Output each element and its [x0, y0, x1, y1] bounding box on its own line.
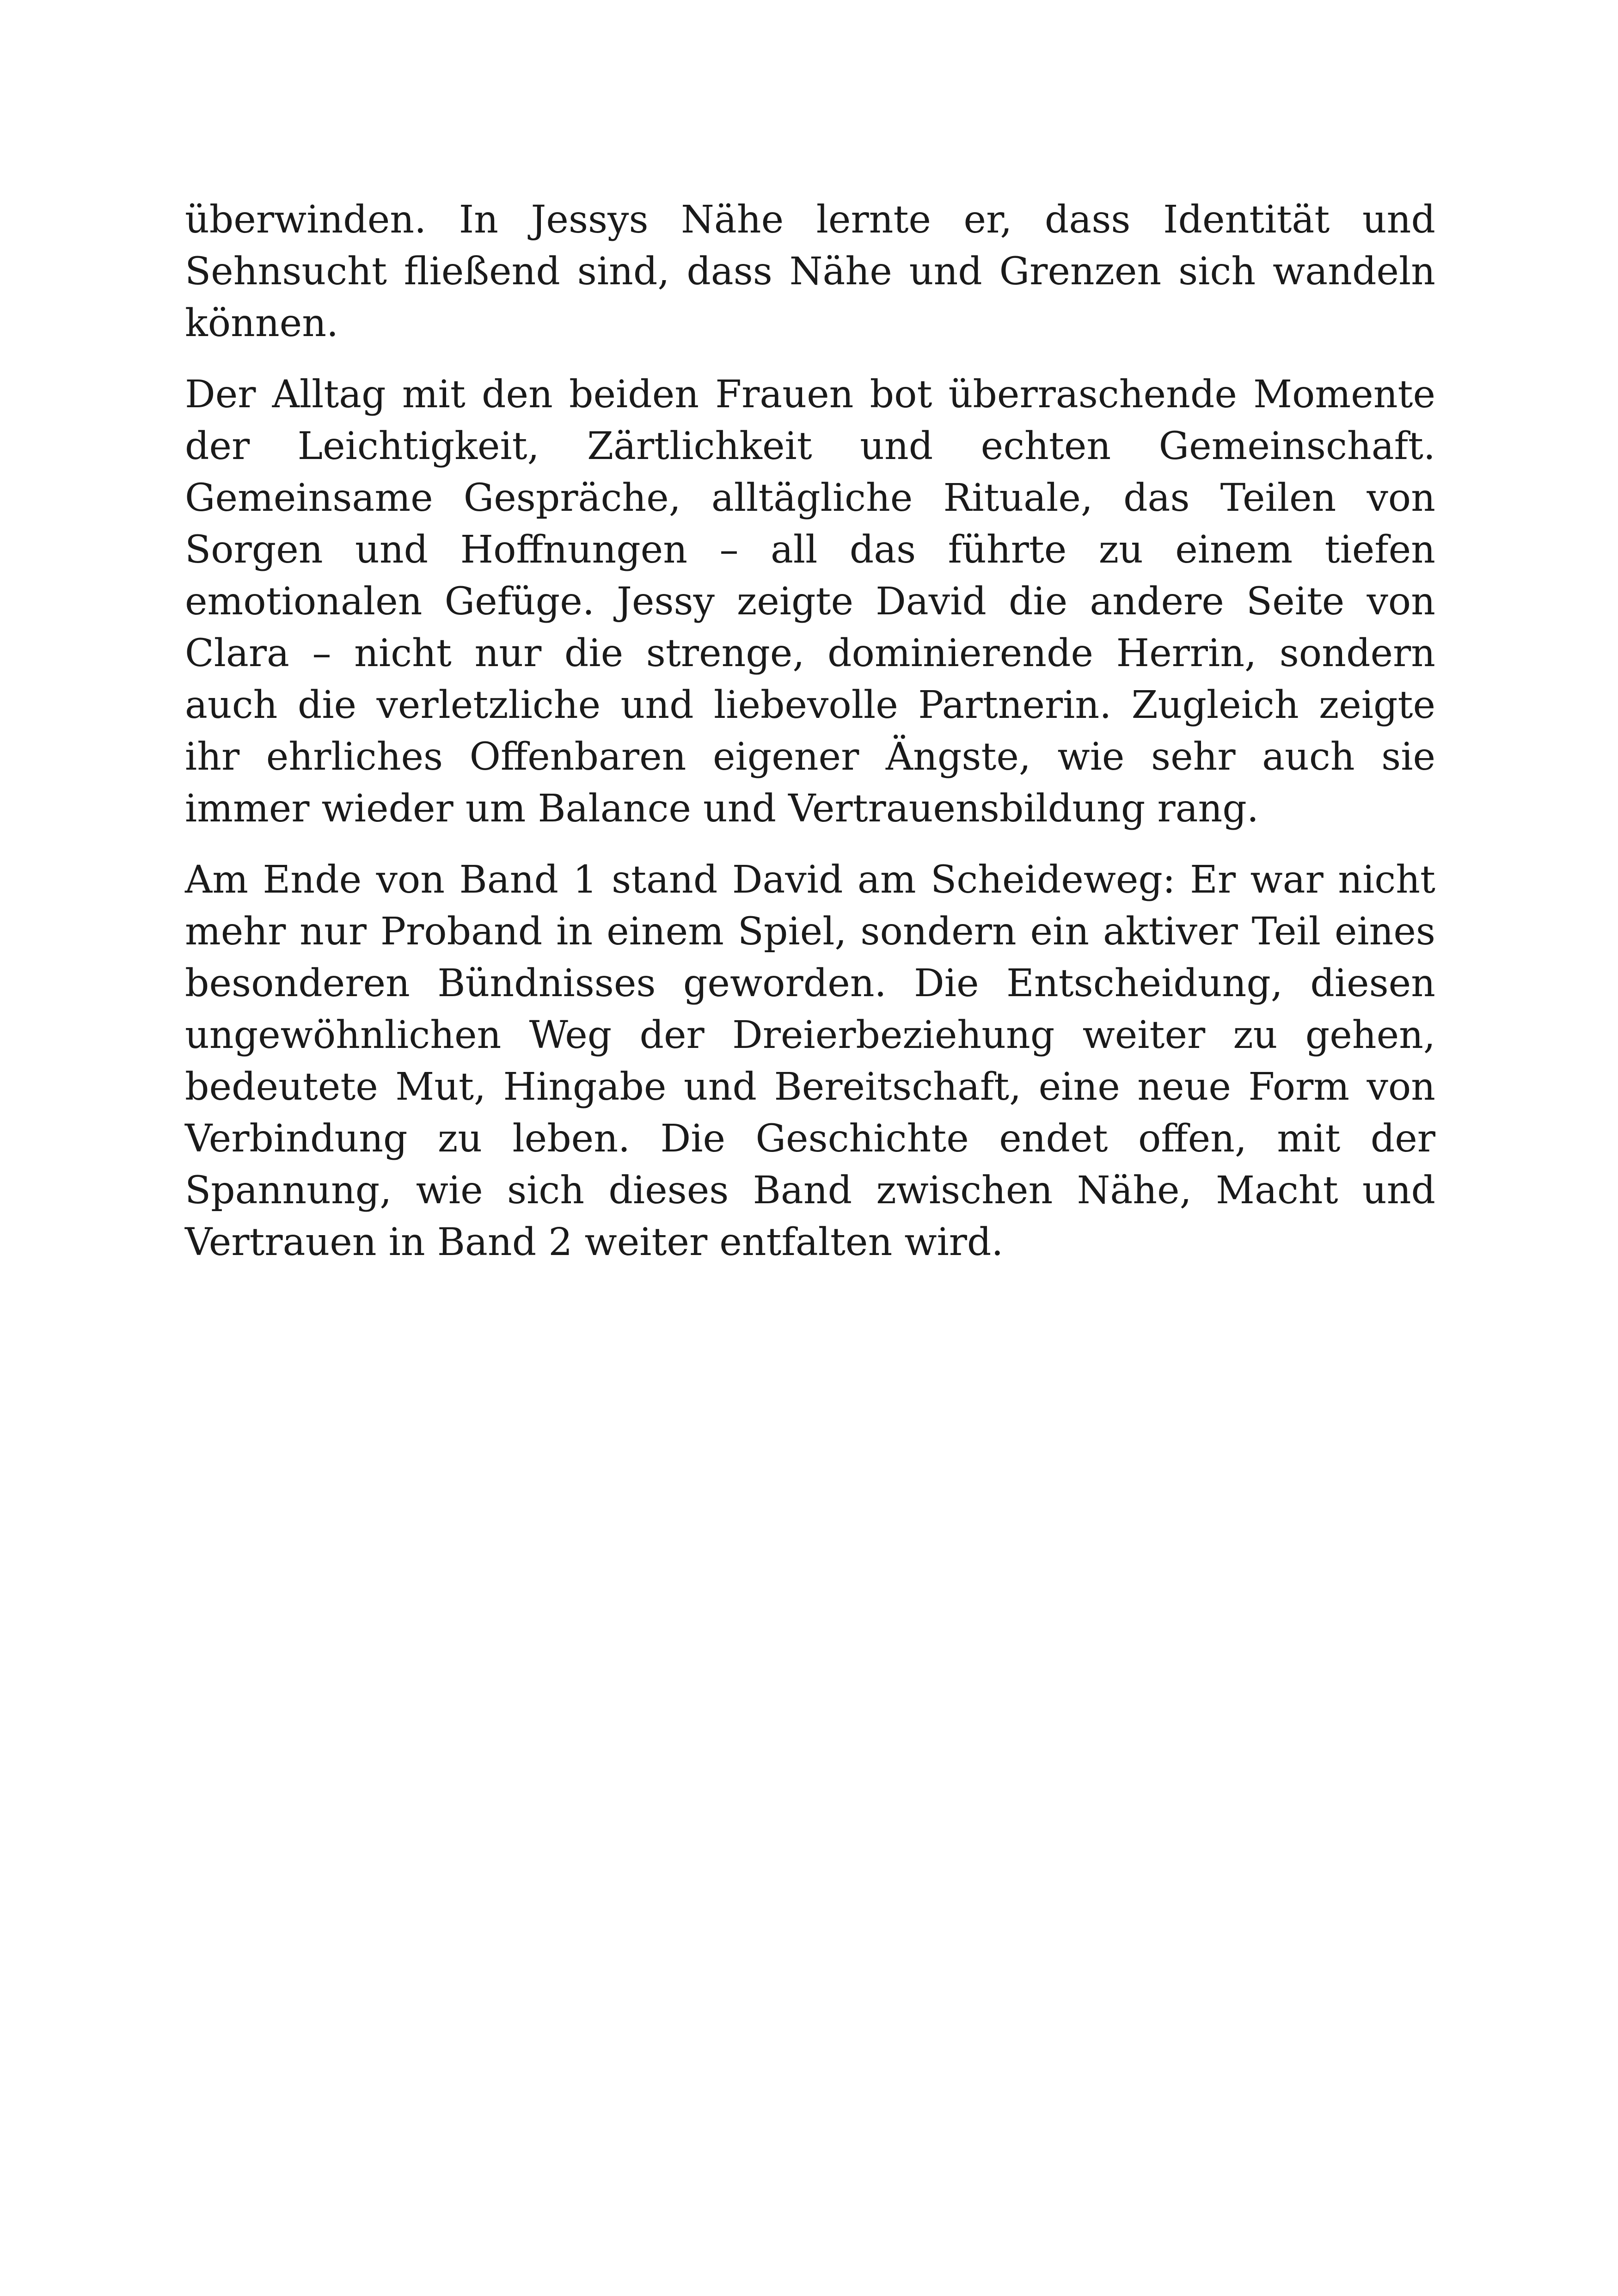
document-body	[185, 194, 1435, 1268]
paragraph-2: Der Alltag mit den beiden Frauen bot überraschende Momente der Leichtigkeit, Zärtlichkeit und echten Gemeinschaft. Gemeinsame Gespräche, alltägliche Rituale, das Teilen von Sorgen und Hoffnungen – all das führte zu einem tiefen emotionalen Gefüge. Jessy zeigte David die andere Seite von Clara – nicht nur die strenge, dominierende Herrin, sondern auch die verletzliche und liebevolle Partnerin. Zugleich zeigte ihr ehrliches Offenbaren eigener Ängste, wie sehr auch sie immer wieder um Balance und Vertrauensbildung rang.	[185, 373, 1435, 831]
paragraph-1: überwinden. In Jessys Nähe lernte er, dass Identität und Sehnsucht fließend sind, dass Nähe und Grenzen sich wandeln können.	[185, 198, 1435, 345]
paragraph-3: Am Ende von Band 1 stand David am Scheideweg: Er war nicht mehr nur Proband in einem Spiel, sondern ein aktiver Teil eines besonderen Bündnisses geworden. Die Entscheidung, diesen ungewöhnlichen Weg der Dreierbeziehung weiter zu gehen, bedeutete Mut, Hingabe und Bereitschaft, eine neue Form von Verbindung zu leben. Die Geschichte endet offen, mit der Spannung, wie sich dieses Band zwischen Nähe, Macht und Vertrauen in Band 2 weiter entfalten wird.	[185, 858, 1435, 1264]
